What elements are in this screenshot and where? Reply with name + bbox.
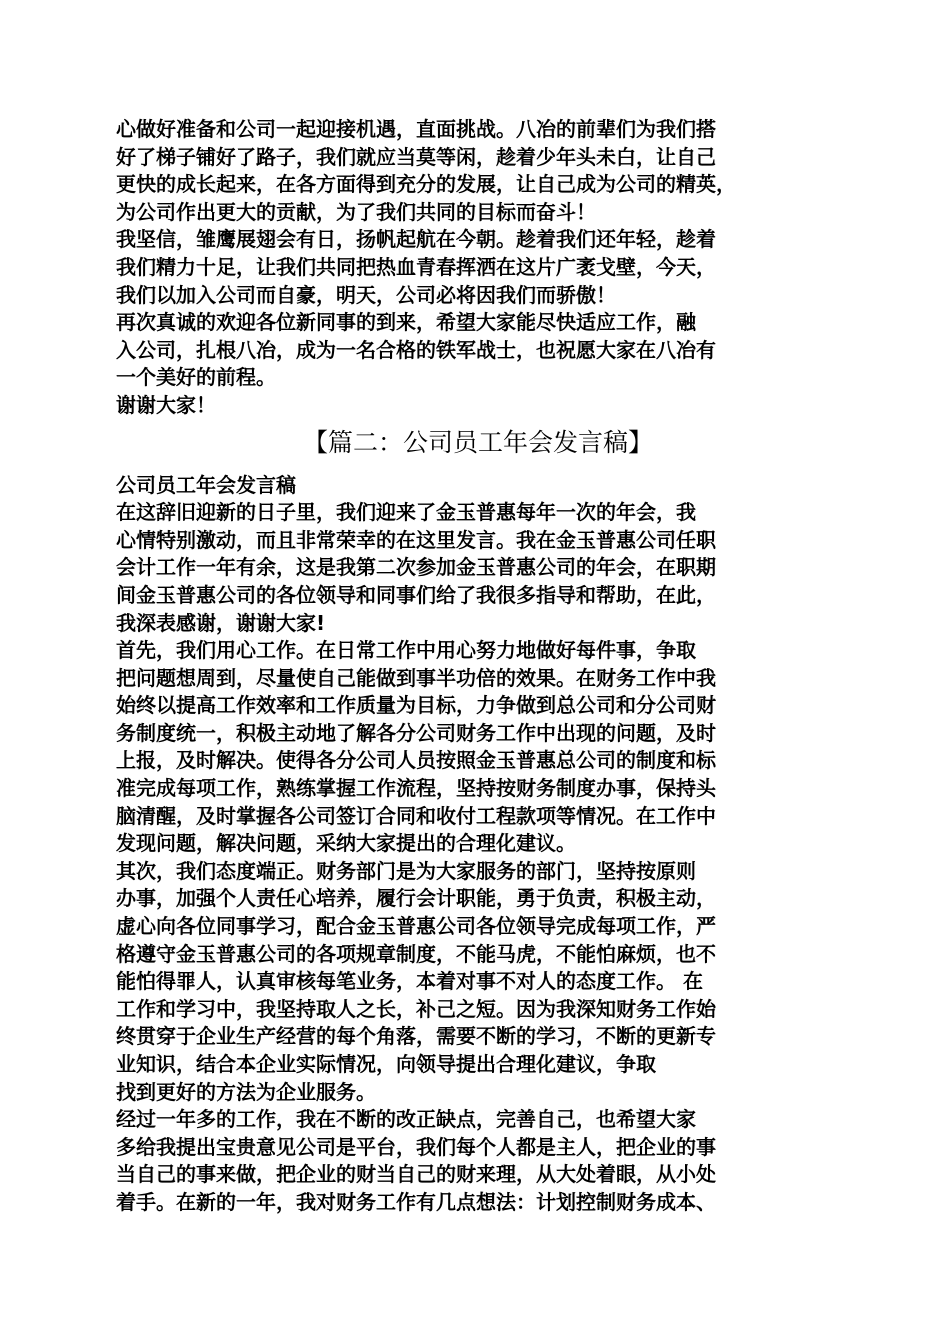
text-line: 发现问题，解决问题，采纳大家提出的合理化建议。 — [116, 831, 576, 856]
section-heading: 【篇二：公司员工年会发言稿】 — [302, 427, 653, 457]
text-line: 首先，我们用心工作。在日常工作中用心努力地做好每件事，争取 — [116, 638, 696, 663]
text-line: 间金玉普惠公司的各位领导和同事们给了我很多指导和帮助，在此， — [116, 582, 716, 607]
text-line: 上报，及时解决。使得各分公司人员按照金玉普惠总公司的制度和标 — [116, 748, 716, 773]
paragraph-title — [116, 472, 840, 500]
paragraph-new-year-plan — [116, 1106, 840, 1216]
text-line: 多给我提出宝贵意见公司是平台，我们每个人都是主人，把企业的事 — [116, 1134, 716, 1159]
text-line: 格遵守金玉普惠公司的各项规章制度，不能马虎，不能怕麻烦，也不 — [116, 941, 716, 966]
text-line: 一个美好的前程。 — [116, 365, 276, 390]
section-one — [116, 116, 840, 420]
section-two — [116, 472, 840, 1217]
text-line: 会计工作一年有余，这是我第二次参加金玉普惠公司的年会，在职期 — [116, 555, 716, 580]
text-line: 公司员工年会发言稿 — [116, 472, 296, 497]
paragraph-belief — [116, 226, 840, 309]
text-line: 工作和学习中，我坚持取人之长，补己之短。因为我深知财务工作始 — [116, 996, 716, 1021]
text-line: 再次真诚的欢迎各位新同事的到来，希望大家能尽快适应工作，融 — [116, 310, 696, 335]
text-line: 办事，加强个人责任心培养，履行会计职能，勇于负责，积极主动， — [116, 886, 716, 911]
paragraph-thanks — [116, 392, 840, 420]
text-line: 其次，我们态度端正。财务部门是为大家服务的部门，坚持按原则 — [116, 858, 696, 883]
text-line: 准完成每项工作，熟练掌握工作流程，坚持按财务制度办事，保持头 — [116, 776, 716, 801]
text-line: 能怕得罪人，认真审核每笔业务，本着对事不对人的态度工作。 在 — [116, 969, 703, 994]
text-line: 着手。在新的一年，我对财务工作有几点想法：计划控制财务成本、 — [116, 1189, 716, 1214]
paragraph-opening — [116, 499, 840, 637]
text-line: 务制度统一，积极主动地了解各分公司财务工作中出现的问题，及时 — [116, 720, 716, 745]
text-line: 更快的成长起来，在各方面得到充分的发展，让自己成为公司的精英， — [116, 172, 736, 197]
text-line: 找到更好的方法为企业服务。 — [116, 1079, 376, 1104]
text-line: 为公司作出更大的贡献，为了我们共同的目标而奋斗！ — [116, 199, 596, 224]
text-line: 虚心向各位同事学习，配合金玉普惠公司各位领导完成每项工作，严 — [116, 914, 716, 939]
paragraph-welcome — [116, 309, 840, 392]
text-line: 入公司，扎根八冶，成为一名合格的铁军战士，也祝愿大家在八冶有 — [116, 337, 716, 362]
paragraph-first-point — [116, 637, 840, 858]
text-line: 经过一年多的工作，我在不断的改正缺点，完善自己，也希望大家 — [116, 1107, 696, 1132]
text-line: 始终以提高工作效率和工作质量为目标，力争做到总公司和分公司财 — [116, 693, 716, 718]
document-body — [116, 116, 840, 1217]
text-line: 我坚信，雏鹰展翅会有日，扬帆起航在今朝。趁着我们还年轻，趁着 — [116, 227, 716, 252]
text-line: 心情特别激动，而且非常荣幸的在这里发言。我在金玉普惠公司任职 — [116, 527, 716, 552]
text-line: 终贯穿于企业生产经营的每个角落，需要不断的学习，不断的更新专 — [116, 1024, 716, 1049]
paragraph-closing-remarks — [116, 116, 840, 226]
text-line: 我深表感谢，谢谢大家! — [116, 610, 326, 635]
text-line: 业知识，结合本企业实际情况，向领导提出合理化建议，争取 — [116, 1052, 656, 1076]
text-line: 我们精力十足，让我们共同把热血青春挥洒在这片广袤戈壁，今天， — [116, 254, 716, 279]
text-line: 把问题想周到，尽量使自己能做到事半功倍的效果。在财务工作中我 — [116, 665, 716, 690]
text-line: 我们以加入公司而自豪，明天，公司必将因我们而骄傲！ — [116, 282, 616, 307]
text-line: 心做好准备和公司一起迎接机遇，直面挑战。八冶的前辈们为我们搭 — [116, 117, 716, 141]
text-line: 谢谢大家！ — [116, 392, 216, 417]
text-line: 当自己的事来做，把企业的财当自己的财来理，从大处着眼，从小处 — [116, 1162, 716, 1187]
text-line: 在这辞旧迎新的日子里，我们迎来了金玉普惠每年一次的年会，我 — [116, 500, 696, 525]
text-line: 脑清醒，及时掌握各公司签订合同和收付工程款项等情况。在工作中 — [116, 803, 716, 828]
paragraph-second-point — [116, 858, 840, 1106]
text-line: 好了梯子铺好了路子，我们就应当莫等闲，趁着少年头未白，让自己 — [116, 144, 716, 169]
